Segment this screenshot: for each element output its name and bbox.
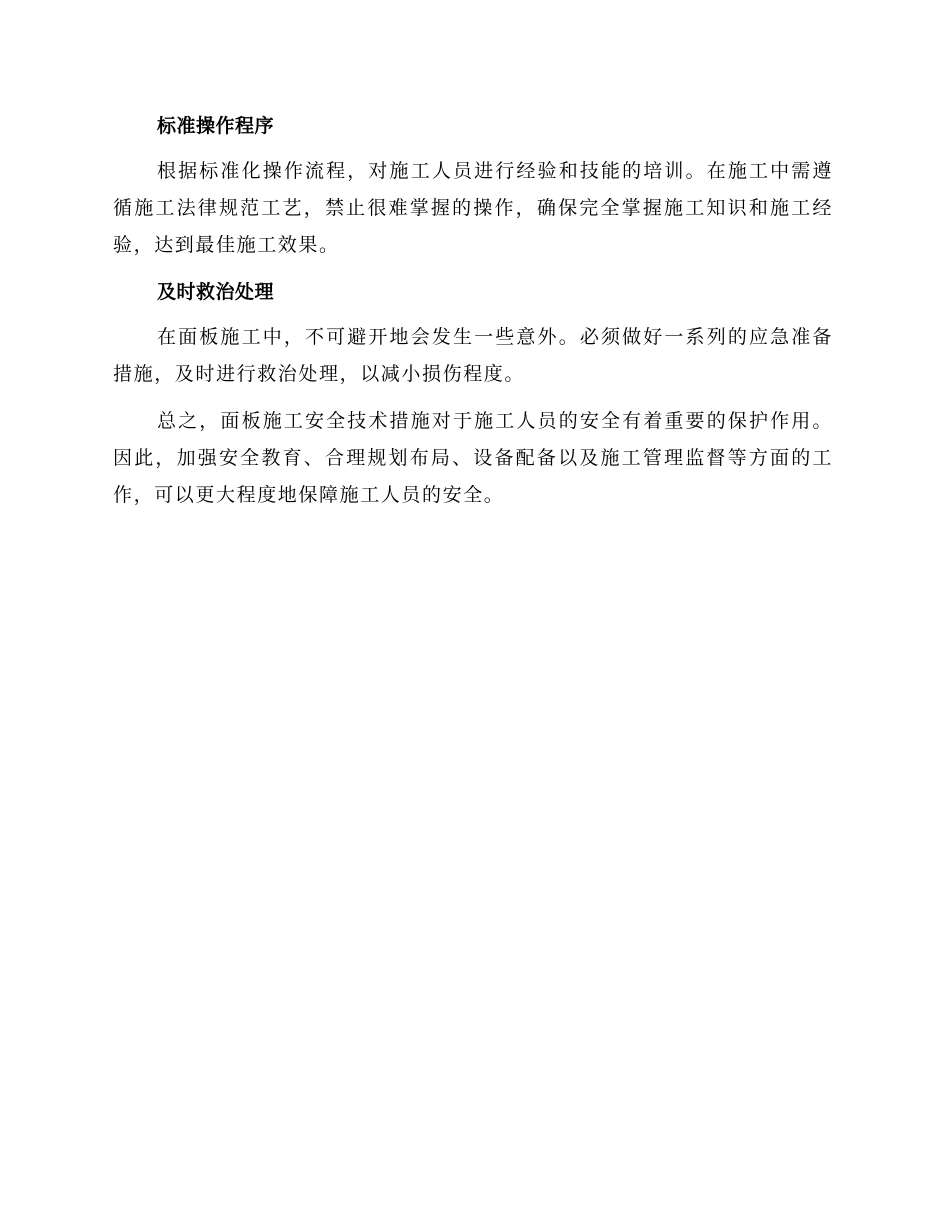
section-paragraph-standard-procedure: 根据标准化操作流程，对施工人员进行经验和技能的培训。在施工中需遵循施工法律规范工艺，禁止很难掌握的操作，确保完全掌握施工知识和施工经验，达到最佳施工效果。: [113, 160, 833, 256]
document-body: [113, 108, 833, 514]
section-paragraph-timely-treatment: 在面板施工中，不可避开地会发生一些意外。必须做好一系列的应急准备措施，及时进行救治处理，以减小损伤程度。: [113, 326, 833, 385]
conclusion-paragraph: 总之，面板施工安全技术措施对于施工人员的安全有着重要的保护作用。因此，加强安全教育、合理规划布局、设备配备以及施工管理监督等方面的工作，可以更大程度地保障施工人员的安全。: [113, 410, 833, 506]
section-heading-standard-procedure: 标准操作程序: [157, 115, 275, 137]
section-heading-timely-treatment: 及时救治处理: [157, 281, 275, 303]
